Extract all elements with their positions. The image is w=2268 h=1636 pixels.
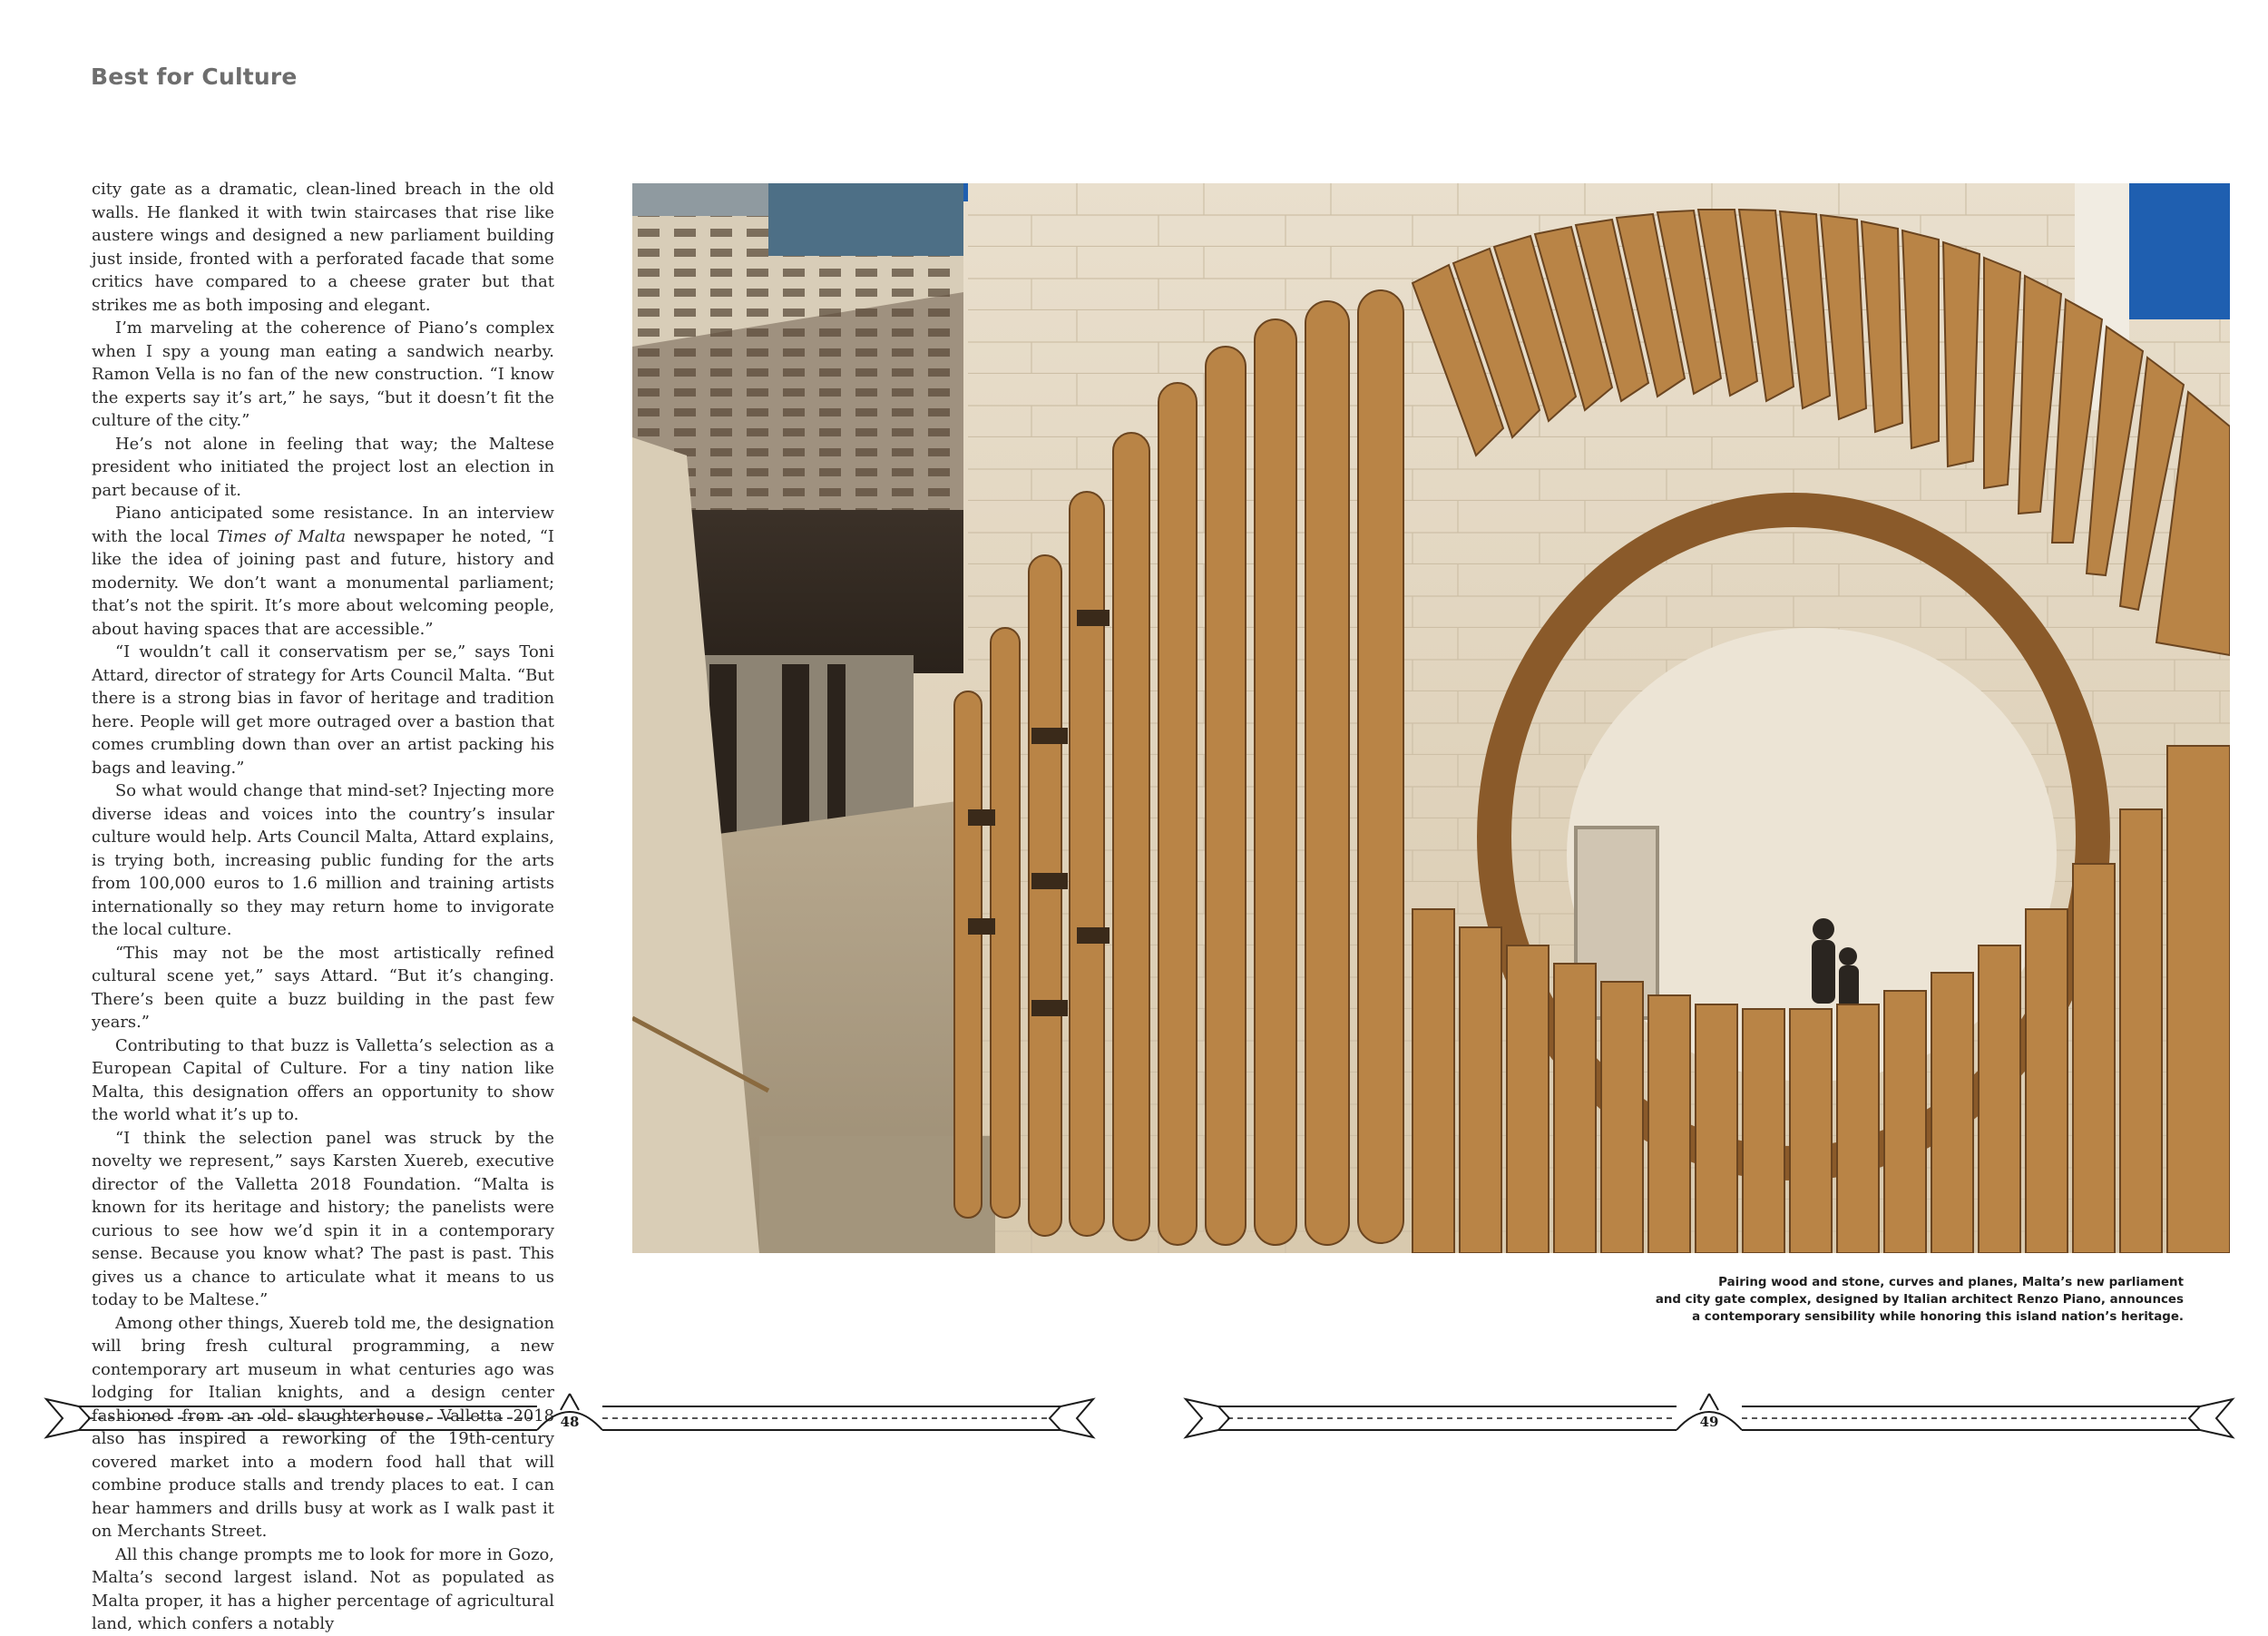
article-paragraph: “This may not be the most artistically refined cultural scene yet,” says Attard. “But it’s changing. There’s been quite a buzz building in the past few years.” <box>92 943 554 1032</box>
parliament-photo <box>632 183 2230 1253</box>
caption-line: and city gate complex, designed by Italian architect Renzo Piano, announces <box>1655 1293 2184 1307</box>
folio-right <box>1182 1390 2236 1445</box>
article-paragraph: Contributing to that buzz is Valletta’s selection as a European Capital of Culture. For a tiny nation like Malta, this designation offers an opportunity to show the world what it’s up to. <box>92 1035 554 1124</box>
folio-left <box>43 1390 1097 1445</box>
article-paragraph: So what would change that mind-set? Injecting more diverse ideas and voices into the country’s insular culture would help. Arts Council Malta, Attard explains, is trying both, increasing public funding for the arts from 100,000 euros to 1.6 million and training artists internationally so they may return home to invigorate the local culture. <box>92 781 554 939</box>
article-paragraph: city gate as a dramatic, clean-lined breach in the old walls. He flanked it with twin staircases that rise like austere wings and designed a new parliament building just inside, fronted with a perforated facade that some critics have compared to a cheese grater but that strikes me as both imposing and elegant. <box>92 180 554 315</box>
page-number: 49 <box>1699 1414 1719 1430</box>
caption-line: a contemporary sensibility while honoring this island nation’s heritage. <box>1692 1310 2184 1324</box>
article-paragraph <box>92 502 554 641</box>
article-paragraph: I’m marveling at the coherence of Piano’s complex when I spy a young man eating a sandwich nearby. Ramon Vella is no fan of the new construction. “I know the experts say it’s art,” he says, “but it doesn’t fit the culture of the city.” <box>92 318 554 430</box>
article-paragraph: “I wouldn’t call it conservatism per se,” says Toni Attard, director of strategy for Arts Council Malta. “But there is a strong bias in favor of heritage and tradition here. People will get more outraged over a bastion that comes crumbling down than over an artist packing his bags and leaving.” <box>92 642 554 778</box>
article-paragraph: All this change prompts me to look for more in Gozo, Malta’s second largest island. Not as populated as Malta proper, it has a higher percentage of agricultural land, which confers a notably <box>92 1544 554 1633</box>
page-number: 48 <box>560 1414 580 1430</box>
caption-line: Pairing wood and stone, curves and planes, Malta’s new parliament <box>1718 1276 2184 1289</box>
paragraph-text: newspaper he noted, “I like the idea of joining past and future, history and modernity. We don’t want a monumental parliament; that’s not the spirit. It’s more about welcoming people, about having spaces that are accessible.” <box>92 526 554 639</box>
article-paragraph: “I think the selection panel was struck by the novelty we represent,” says Karsten Xuereb, executive director of the Valletta 2018 Foundation. “Malta is known for its heritage and history; the panelists were curious to see how we’d spin it in a contemporary sense. Because you know what? The past is past. This gives us a chance to articulate what it means to us today to be Maltese.” <box>92 1128 554 1309</box>
newspaper-title: Times of Malta <box>217 526 347 546</box>
article-paragraph: Among other things, Xuereb told me, the designation will bring fresh cultural programming, a new contemporary art museum in what centuries ago was lodging for Italian knights, and a design center fashioned from an old slaughterhouse. Valletta 2018 also has inspired a reworking of the 19th-century covered market into a modern food hall that will combine produce stalls and trendy places to eat. I can hear hammers and drills busy at work as I walk past it on Merchants Street. <box>92 1313 554 1541</box>
photo-caption <box>1530 1274 2184 1326</box>
section-title: Best for Culture <box>91 64 298 90</box>
paragraph-text: Piano anticipated some resistance. In an interview with the local <box>92 504 554 546</box>
article-paragraph: He’s not alone in feeling that way; the Maltese president who initiated the project lost an election in part because of it. <box>92 434 554 500</box>
